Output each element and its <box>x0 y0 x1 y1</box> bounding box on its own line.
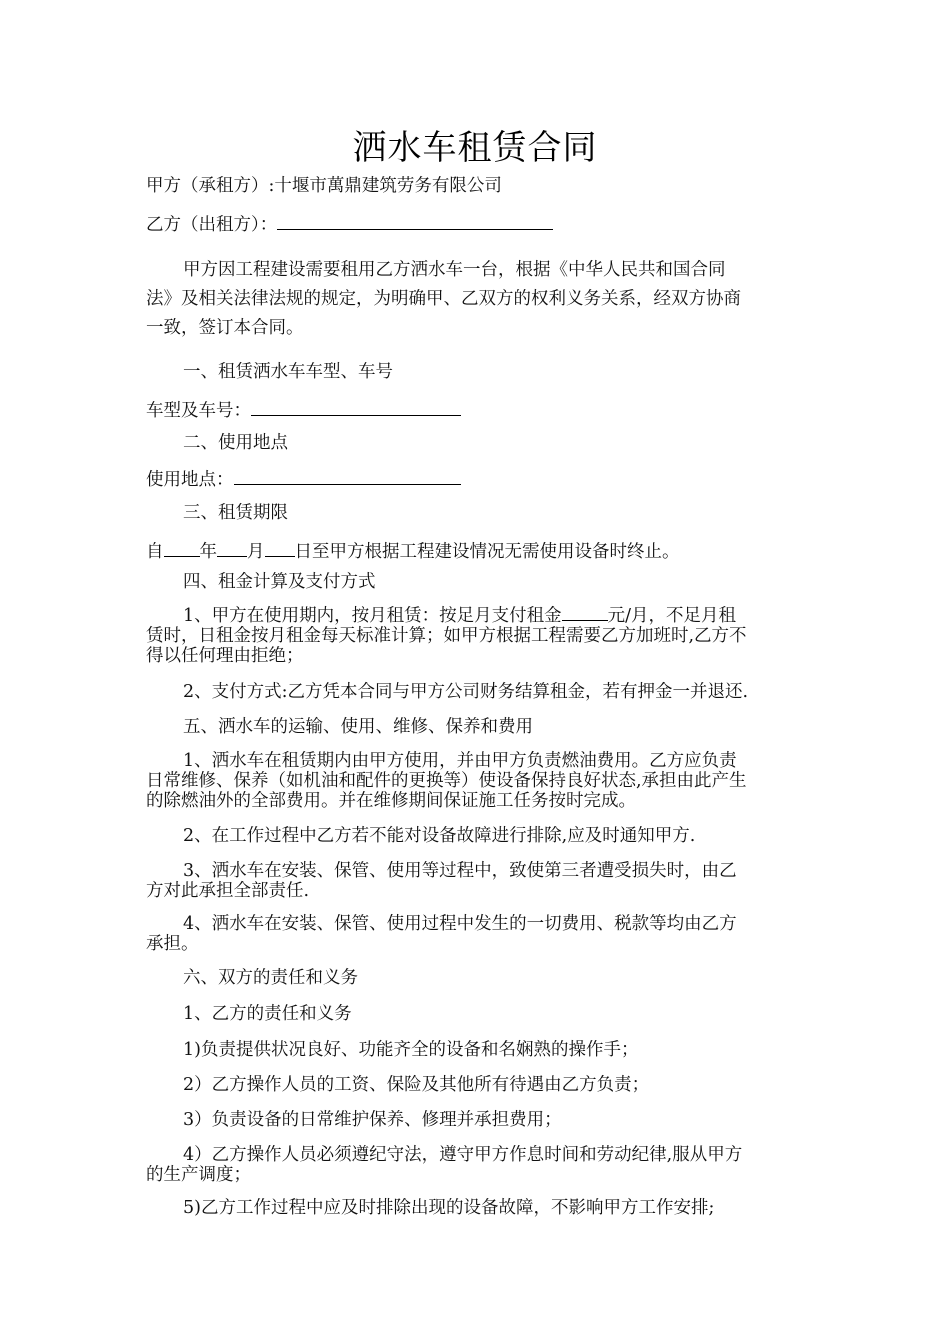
term-rest-text: 日至甲方根据工程建设情况无需使用设备时终止。 <box>294 542 680 562</box>
rent-amount-blank <box>562 606 608 621</box>
term-month-blank <box>217 538 247 557</box>
section-6-subheading: 1、乙方的责任和义务 <box>183 1004 352 1024</box>
duty-item-3: 3）负责设备的日常维护保养、修理并承担费用； <box>183 1110 562 1130</box>
vehicle-model-label: 车型及车号： <box>146 401 251 421</box>
preamble-line: 一致，签订本合同。 <box>146 318 304 338</box>
location-label: 使用地点： <box>146 470 234 490</box>
location-blank <box>234 466 461 485</box>
rent-amount-post: 元/月，不足月租 <box>607 606 737 626</box>
section-5-heading: 五、洒水车的运输、使用、维修、保养和费用 <box>183 717 533 737</box>
duty-item-line: 4）乙方操作人员必须遵纪守法，遵守甲方作息时间和劳动纪律,服从甲方 <box>183 1145 743 1165</box>
section-3-heading: 三、租赁期限 <box>183 503 288 523</box>
maintenance-line: 日常维修、保养（如机油和配件的更换等）使设备保持良好状态,承担由此产生 <box>146 771 747 791</box>
maintenance-clause-4 <box>146 914 806 954</box>
maintenance-line: 1、洒水车在租赁期内由甲方使用，并由甲方负责燃油费用。乙方应负责 <box>183 751 737 771</box>
section-2-heading: 二、使用地点 <box>183 433 288 453</box>
party-b-label: 乙方（出租方）： <box>146 215 278 235</box>
maintenance-line: 4、洒水车在安装、保管、使用过程中发生的一切费用、税款等均由乙方 <box>183 914 737 934</box>
lease-term-line <box>146 538 816 564</box>
duty-item-4 <box>146 1145 806 1185</box>
vehicle-model-line <box>146 397 816 423</box>
document-title: 洒水车租赁合同 <box>352 128 598 168</box>
term-year-label: 年 <box>199 542 217 562</box>
vehicle-model-blank <box>251 397 461 416</box>
rent-clause-2: 2、支付方式:乙方凭本合同与甲方公司财务结算租金，若有押金一并退还. <box>183 682 749 702</box>
party-a-line: 甲方（承租方）:十堰市萬鼎建筑劳务有限公司 <box>146 176 502 196</box>
rent-clause-1 <box>146 606 806 666</box>
maintenance-line: 承担。 <box>146 934 199 954</box>
section-6-heading: 六、双方的责任和义务 <box>183 968 358 988</box>
rent-clause-line: 得以任何理由拒绝； <box>146 646 304 666</box>
maintenance-line: 的除燃油外的全部费用。并在维修期间保证施工任务按时完成。 <box>146 791 636 811</box>
duty-item-line: 的生产调度； <box>146 1165 251 1185</box>
duty-item-2: 2）乙方操作人员的工资、保险及其他所有待遇由乙方负责； <box>183 1075 650 1095</box>
location-line <box>146 466 816 492</box>
maintenance-clause-2: 2、在工作过程中乙方若不能对设备故障进行排除,应及时通知甲方. <box>183 826 696 846</box>
rent-amount-pre: 1、甲方在使用期内，按月租赁：按足月支付租金 <box>183 606 562 626</box>
party-b-blank <box>277 211 553 230</box>
party-b-line <box>146 211 816 237</box>
maintenance-clause-1 <box>146 751 806 811</box>
maintenance-line: 3、洒水车在安装、保管、使用等过程中，致使第三者遭受损失时，由乙 <box>183 861 737 881</box>
section-4-heading: 四、租金计算及支付方式 <box>183 572 376 592</box>
preamble-line: 法》及相关法律法规的规定，为明确甲、乙双方的权利义务关系，经双方协商 <box>146 289 741 309</box>
preamble-paragraph <box>146 256 806 343</box>
rent-clause-line <box>146 606 806 626</box>
section-1-heading: 一、租赁洒水车车型、车号 <box>183 362 393 382</box>
preamble-line: 甲方因工程建设需要租用乙方洒水车一台，根据《中华人民共和国合同 <box>183 260 726 280</box>
maintenance-line: 方对此承担全部责任. <box>146 881 310 901</box>
term-year-blank <box>164 538 200 557</box>
term-month-label: 月 <box>247 542 265 562</box>
maintenance-clause-3 <box>146 861 806 901</box>
duty-item-1: 1)负责提供状况良好、功能齐全的设备和名娴熟的操作手； <box>183 1040 639 1060</box>
rent-clause-line: 赁时，日租金按月租金每天标准计算；如甲方根据工程需要乙方加班时,乙方不 <box>146 626 747 646</box>
term-from-label: 自 <box>146 542 164 562</box>
term-day-blank <box>265 538 295 557</box>
duty-item-5: 5)乙方工作过程中应及时排除出现的设备故障，不影响甲方工作安排; <box>183 1198 715 1218</box>
